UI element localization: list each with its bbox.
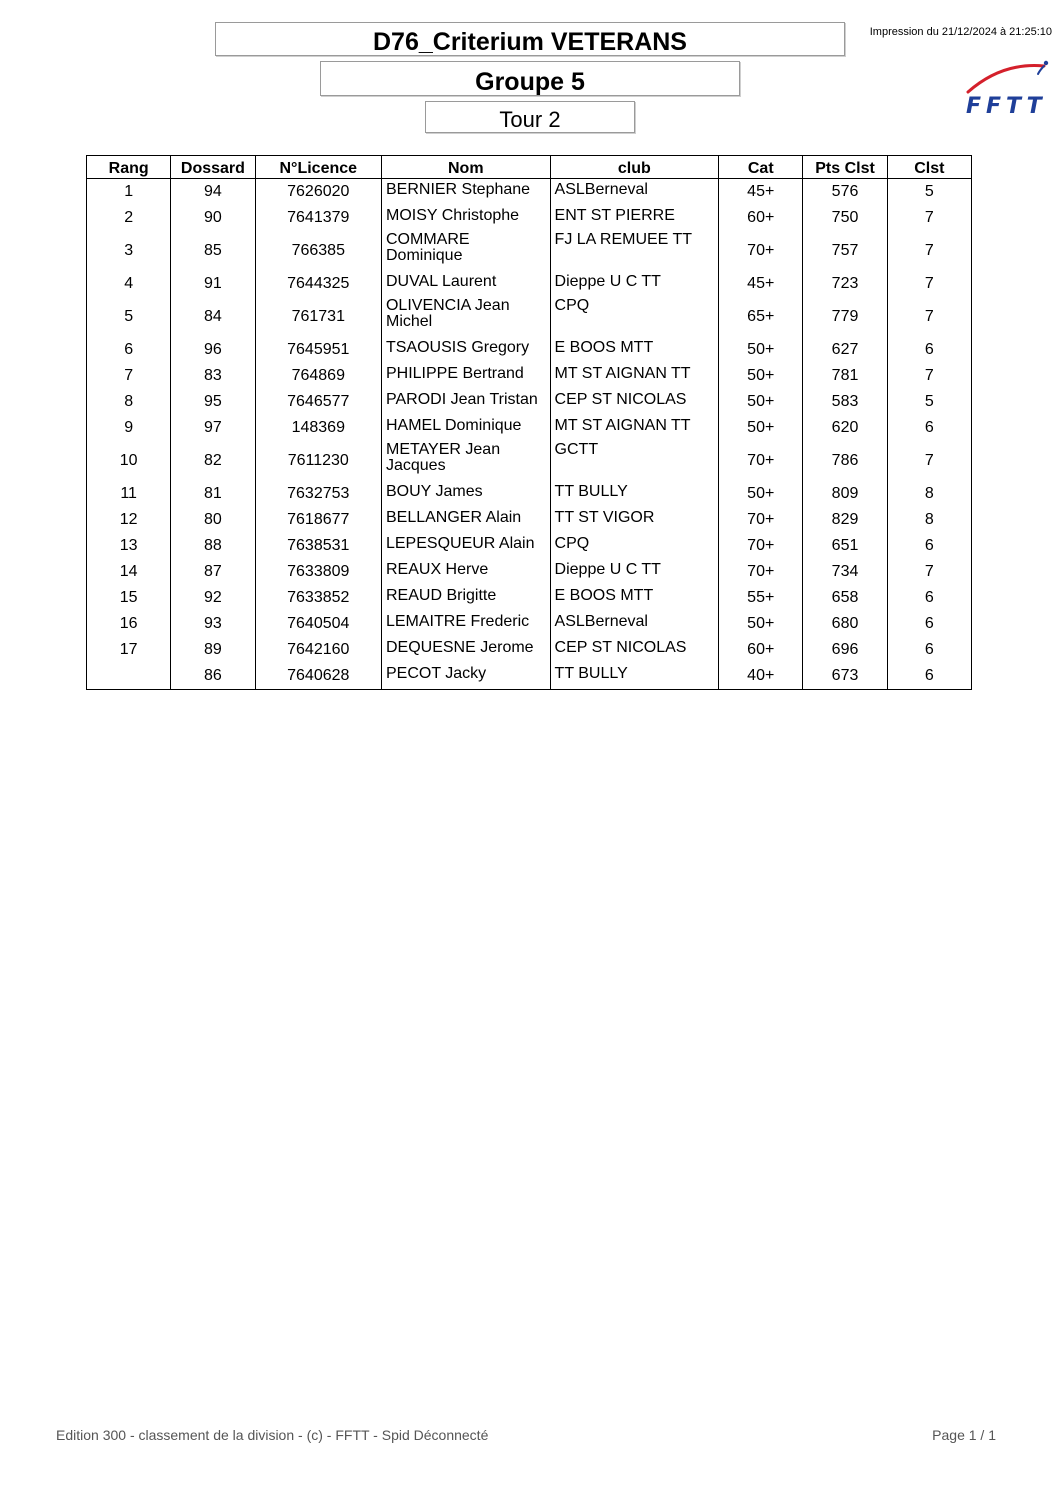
- cell-rang: 11: [87, 481, 171, 507]
- table-row: [87, 533, 972, 559]
- cell-clst: 5: [887, 179, 971, 206]
- cell-rang: 9: [87, 415, 171, 441]
- cell-rang: 14: [87, 559, 171, 585]
- cell-cat: 70+: [719, 231, 803, 271]
- cell-dossard: 82: [171, 441, 255, 481]
- cell-nom: BELLANGER Alain: [381, 507, 550, 533]
- cell-pts: 786: [803, 441, 887, 481]
- cell-licence: 7640628: [255, 663, 381, 690]
- cell-club: Dieppe U C TT: [550, 559, 719, 585]
- cell-pts: 627: [803, 337, 887, 363]
- cell-pts: 620: [803, 415, 887, 441]
- table-row: [87, 481, 972, 507]
- cell-club: MT ST AIGNAN TT: [550, 363, 719, 389]
- footer-edition-text: Edition 300 - classement de la division - (c) - FFTT - Spid Déconnecté: [56, 1427, 489, 1443]
- cell-licence: 7633809: [255, 559, 381, 585]
- cell-cat: 50+: [719, 337, 803, 363]
- cell-nom: REAUX Herve: [381, 559, 550, 585]
- ranking-table: [86, 155, 972, 690]
- cell-rang: 16: [87, 611, 171, 637]
- cell-pts: 583: [803, 389, 887, 415]
- cell-nom: OLIVENCIA Jean Michel: [381, 297, 550, 337]
- cell-clst: 7: [887, 441, 971, 481]
- cell-dossard: 96: [171, 337, 255, 363]
- cell-club: CEP ST NICOLAS: [550, 637, 719, 663]
- cell-club: FJ LA REMUEE TT: [550, 231, 719, 271]
- cell-cat: 65+: [719, 297, 803, 337]
- table-row: [87, 205, 972, 231]
- cell-rang: 7: [87, 363, 171, 389]
- cell-clst: 6: [887, 533, 971, 559]
- table-row: [87, 231, 972, 271]
- cell-club: MT ST AIGNAN TT: [550, 415, 719, 441]
- table-row: [87, 507, 972, 533]
- cell-nom: LEPESQUEUR Alain: [381, 533, 550, 559]
- cell-licence: 7646577: [255, 389, 381, 415]
- cell-clst: 7: [887, 205, 971, 231]
- cell-cat: 55+: [719, 585, 803, 611]
- cell-clst: 5: [887, 389, 971, 415]
- table-row: [87, 611, 972, 637]
- table-row: [87, 559, 972, 585]
- cell-pts: 809: [803, 481, 887, 507]
- cell-cat: 50+: [719, 389, 803, 415]
- table-row: [87, 585, 972, 611]
- col-header-nom: Nom: [381, 156, 550, 179]
- cell-licence: 148369: [255, 415, 381, 441]
- cell-nom: HAMEL Dominique: [381, 415, 550, 441]
- cell-cat: 70+: [719, 507, 803, 533]
- cell-nom: PARODI Jean Tristan: [381, 389, 550, 415]
- table-row: [87, 337, 972, 363]
- cell-clst: 6: [887, 585, 971, 611]
- cell-club: TT ST VIGOR: [550, 507, 719, 533]
- cell-dossard: 88: [171, 533, 255, 559]
- cell-rang: 10: [87, 441, 171, 481]
- cell-pts: 734: [803, 559, 887, 585]
- cell-nom: LEMAITRE Frederic: [381, 611, 550, 637]
- cell-rang: 5: [87, 297, 171, 337]
- cell-clst: 8: [887, 507, 971, 533]
- col-header-club: club: [550, 156, 719, 179]
- cell-cat: 45+: [719, 179, 803, 206]
- cell-pts: 651: [803, 533, 887, 559]
- cell-cat: 70+: [719, 533, 803, 559]
- cell-nom: BOUY James: [381, 481, 550, 507]
- footer-page-number: Page 1 / 1: [932, 1427, 996, 1443]
- cell-club: E BOOS MTT: [550, 337, 719, 363]
- cell-club: TT BULLY: [550, 481, 719, 507]
- cell-rang: 17: [87, 637, 171, 663]
- cell-rang: 1: [87, 179, 171, 206]
- document-title: D76_Criterium VETERANS: [215, 22, 845, 56]
- cell-licence: 766385: [255, 231, 381, 271]
- cell-nom: PHILIPPE Bertrand: [381, 363, 550, 389]
- cell-club: Dieppe U C TT: [550, 271, 719, 297]
- col-header-cat: Cat: [719, 156, 803, 179]
- table-row: [87, 297, 972, 337]
- cell-clst: 7: [887, 271, 971, 297]
- cell-clst: 7: [887, 363, 971, 389]
- cell-pts: 680: [803, 611, 887, 637]
- cell-licence: 7632753: [255, 481, 381, 507]
- cell-rang: [87, 663, 171, 690]
- col-header-pts-clst: Pts Clst: [803, 156, 887, 179]
- cell-pts: 750: [803, 205, 887, 231]
- cell-cat: 40+: [719, 663, 803, 690]
- cell-pts: 757: [803, 231, 887, 271]
- cell-dossard: 97: [171, 415, 255, 441]
- cell-pts: 658: [803, 585, 887, 611]
- cell-licence: 7618677: [255, 507, 381, 533]
- cell-dossard: 92: [171, 585, 255, 611]
- cell-licence: 7626020: [255, 179, 381, 206]
- print-date: Impression du 21/12/2024 à 21:25:10: [869, 26, 1052, 38]
- col-header-dossard: Dossard: [171, 156, 255, 179]
- cell-pts: 696: [803, 637, 887, 663]
- cell-dossard: 91: [171, 271, 255, 297]
- fftt-logo-icon: [962, 58, 1054, 118]
- cell-dossard: 81: [171, 481, 255, 507]
- cell-clst: 6: [887, 611, 971, 637]
- col-header-rang: Rang: [87, 156, 171, 179]
- round-title: Tour 2: [425, 101, 635, 133]
- cell-cat: 60+: [719, 637, 803, 663]
- cell-clst: 7: [887, 559, 971, 585]
- cell-club: GCTT: [550, 441, 719, 481]
- cell-cat: 70+: [719, 559, 803, 585]
- cell-clst: 6: [887, 415, 971, 441]
- group-title: Groupe 5: [320, 61, 740, 96]
- cell-cat: 70+: [719, 441, 803, 481]
- cell-club: CPQ: [550, 533, 719, 559]
- cell-rang: 4: [87, 271, 171, 297]
- cell-nom: DUVAL Laurent: [381, 271, 550, 297]
- cell-nom: BERNIER Stephane: [381, 179, 550, 206]
- cell-cat: 45+: [719, 271, 803, 297]
- cell-clst: 6: [887, 663, 971, 690]
- cell-rang: 13: [87, 533, 171, 559]
- cell-licence: 7640504: [255, 611, 381, 637]
- table-row: [87, 441, 972, 481]
- cell-club: TT BULLY: [550, 663, 719, 690]
- cell-dossard: 83: [171, 363, 255, 389]
- col-header-licence: N°Licence: [255, 156, 381, 179]
- cell-licence: 7644325: [255, 271, 381, 297]
- cell-pts: 576: [803, 179, 887, 206]
- cell-nom: TSAOUSIS Gregory: [381, 337, 550, 363]
- cell-rang: 6: [87, 337, 171, 363]
- cell-clst: 7: [887, 231, 971, 271]
- cell-club: E BOOS MTT: [550, 585, 719, 611]
- cell-club: ENT ST PIERRE: [550, 205, 719, 231]
- logo-lettering: FFTT: [966, 94, 1047, 118]
- col-header-clst: Clst: [887, 156, 971, 179]
- cell-dossard: 85: [171, 231, 255, 271]
- cell-nom: MOISY Christophe: [381, 205, 550, 231]
- cell-cat: 50+: [719, 363, 803, 389]
- cell-cat: 60+: [719, 205, 803, 231]
- cell-nom: DEQUESNE Jerome: [381, 637, 550, 663]
- cell-pts: 829: [803, 507, 887, 533]
- cell-club: CEP ST NICOLAS: [550, 389, 719, 415]
- cell-dossard: 87: [171, 559, 255, 585]
- cell-club: CPQ: [550, 297, 719, 337]
- cell-rang: 2: [87, 205, 171, 231]
- cell-clst: 8: [887, 481, 971, 507]
- cell-dossard: 86: [171, 663, 255, 690]
- cell-rang: 8: [87, 389, 171, 415]
- cell-dossard: 94: [171, 179, 255, 206]
- table-row: [87, 271, 972, 297]
- cell-licence: 7638531: [255, 533, 381, 559]
- cell-nom: REAUD Brigitte: [381, 585, 550, 611]
- cell-dossard: 93: [171, 611, 255, 637]
- cell-pts: 723: [803, 271, 887, 297]
- cell-club: ASLBerneval: [550, 179, 719, 206]
- cell-licence: 7641379: [255, 205, 381, 231]
- cell-dossard: 95: [171, 389, 255, 415]
- cell-dossard: 89: [171, 637, 255, 663]
- table-header-row: [87, 156, 972, 179]
- cell-cat: 50+: [719, 415, 803, 441]
- cell-nom: PECOT Jacky: [381, 663, 550, 690]
- cell-clst: 6: [887, 337, 971, 363]
- cell-nom: COMMARE Dominique: [381, 231, 550, 271]
- table-row: [87, 415, 972, 441]
- cell-dossard: 84: [171, 297, 255, 337]
- table-row: [87, 637, 972, 663]
- cell-dossard: 80: [171, 507, 255, 533]
- cell-dossard: 90: [171, 205, 255, 231]
- table-row: [87, 389, 972, 415]
- cell-pts: 779: [803, 297, 887, 337]
- table-row: [87, 363, 972, 389]
- cell-rang: 12: [87, 507, 171, 533]
- cell-rang: 15: [87, 585, 171, 611]
- table-row: [87, 663, 972, 690]
- cell-pts: 673: [803, 663, 887, 690]
- cell-rang: 3: [87, 231, 171, 271]
- cell-licence: 7633852: [255, 585, 381, 611]
- cell-nom: METAYER Jean Jacques: [381, 441, 550, 481]
- cell-clst: 7: [887, 297, 971, 337]
- cell-licence: 7642160: [255, 637, 381, 663]
- cell-licence: 7645951: [255, 337, 381, 363]
- cell-club: ASLBerneval: [550, 611, 719, 637]
- cell-licence: 7611230: [255, 441, 381, 481]
- cell-pts: 781: [803, 363, 887, 389]
- cell-cat: 50+: [719, 611, 803, 637]
- cell-cat: 50+: [719, 481, 803, 507]
- cell-licence: 764869: [255, 363, 381, 389]
- table-row: [87, 179, 972, 206]
- cell-licence: 761731: [255, 297, 381, 337]
- cell-clst: 6: [887, 637, 971, 663]
